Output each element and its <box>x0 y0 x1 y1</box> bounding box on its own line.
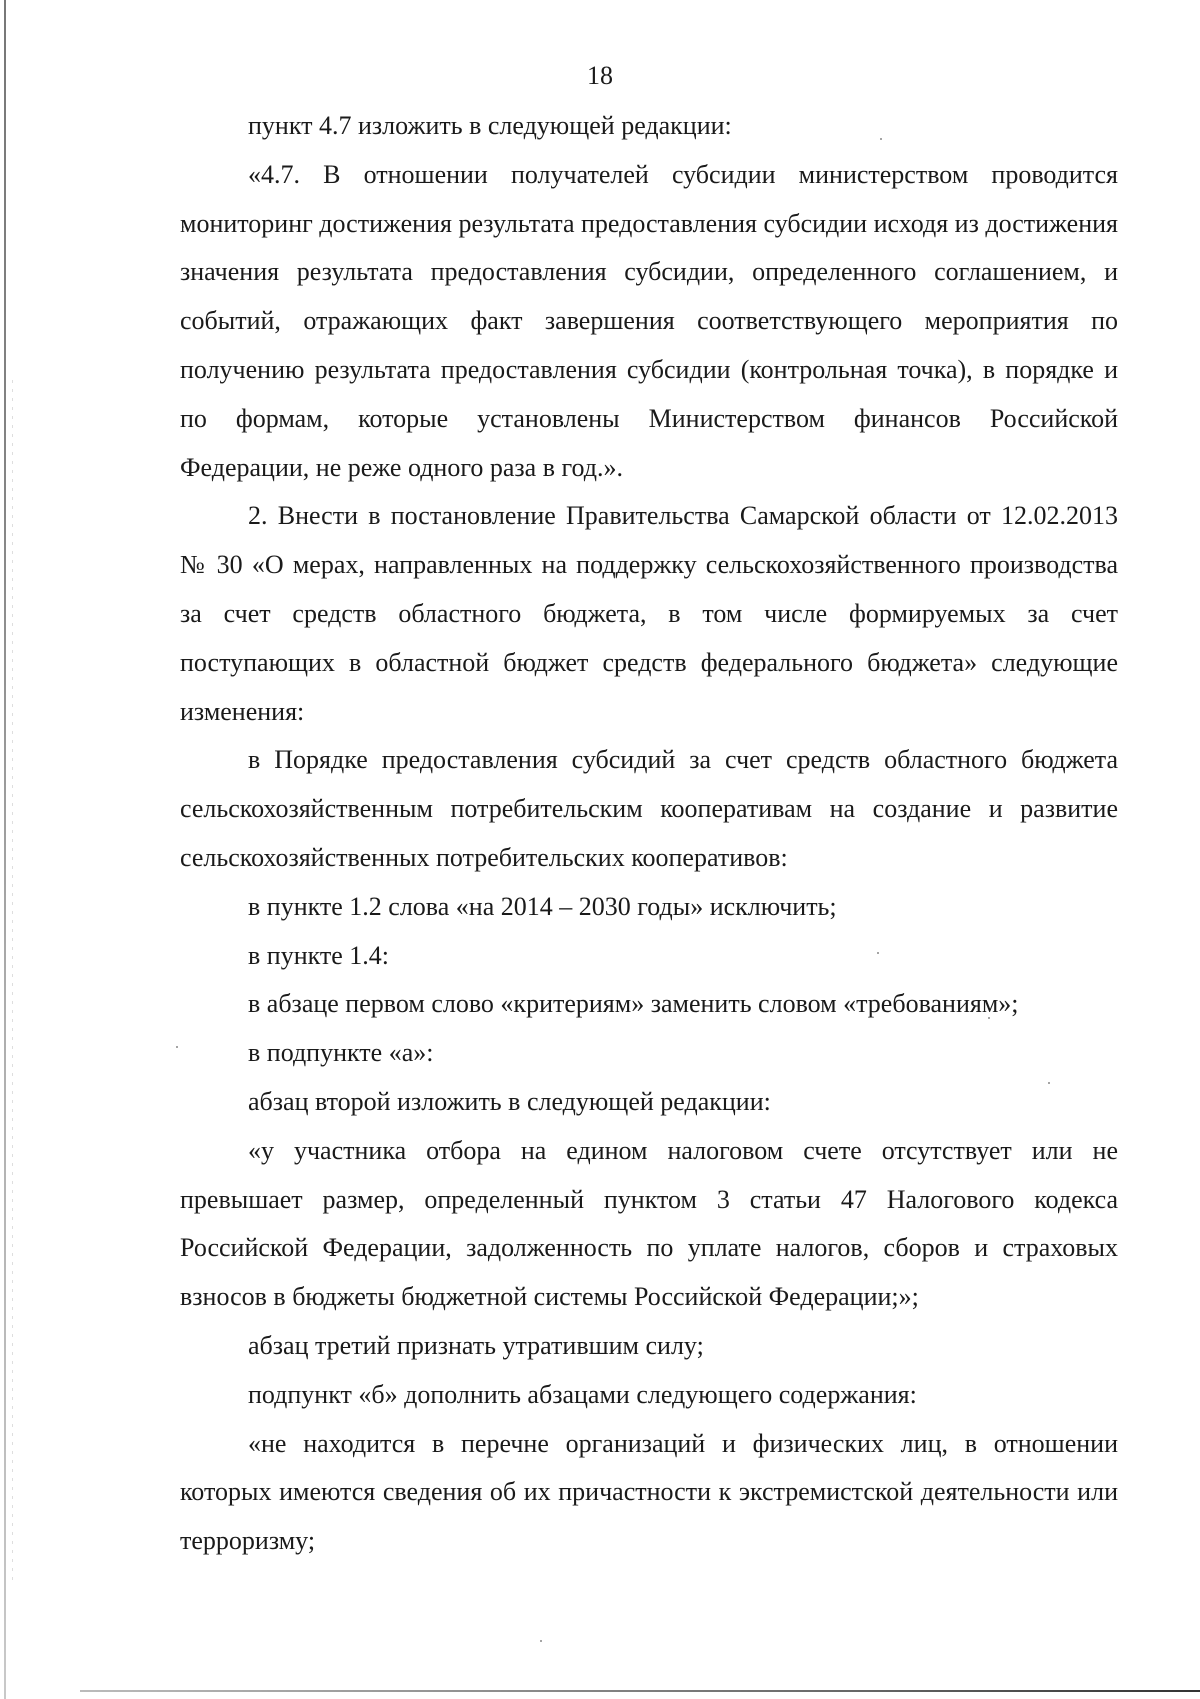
paragraph: абзац второй изложить в следующей редакции: <box>248 1086 771 1116</box>
scan-bottom-edge <box>80 1690 1200 1692</box>
paragraph: пункт 4.7 изложить в следующей редакции: <box>248 111 732 140</box>
paragraph: 2. Внести в постановление Правительства Самарской области от 12.02.2013 № 30 «О мерах, направленных на поддержку сельскохозяйственного производства за счет средств областного бюджета, в том числе формируемых за счет поступающих в областной бюджет средств федерального бюджета» следующие изменения: <box>180 501 1118 726</box>
paragraph: в Порядке предоставления субсидий за счет средств областного бюджета сельскохозяйственным потребительским кооперативам на создание и развитие сельскохозяйственных потребительских кооперативов: <box>180 745 1118 872</box>
document-body <box>180 102 1118 1566</box>
scan-speck <box>176 1046 178 1048</box>
page-number: 18 <box>587 61 613 90</box>
paragraph: в абзаце первом слово «критериям» заменить словом «требованиям»; <box>248 989 1019 1019</box>
scan-left-shadow <box>12 380 13 1580</box>
paragraph: «у участника отбора на едином налоговом счете отсутствует или не превышает размер, определенный пунктом 3 статьи 47 Налогового кодекса Российской Федерации, задолженность по уплате налогов, сборов и страховых взносов в бюджеты бюджетной системы Российской Федерации;»; <box>180 1135 1118 1312</box>
paragraph: в пункте 1.4: <box>248 940 390 970</box>
paragraph: в подпункте «а»: <box>248 1038 434 1068</box>
paragraph: в пункте 1.2 слова «на 2014 – 2030 годы» исключить; <box>248 891 837 921</box>
paragraph: «не находится в перечне организаций и физических лиц, в отношении которых имеются сведения об их причастности к экстремистской деятельности или терроризму; <box>180 1428 1118 1556</box>
scan-left-edge <box>4 0 6 1699</box>
paragraph: абзац третий признать утратившим силу; <box>248 1330 704 1360</box>
paragraph: подпункт «б» дополнить абзацами следующего содержания: <box>248 1379 917 1409</box>
scan-speck <box>540 1640 542 1642</box>
paragraph: «4.7. В отношении получателей субсидии министерством проводится мониторинг достижения результата предоставления субсидии исходя из достижения значения результата предоставления субсидии, определенного соглашением, и событий, отражающих факт завершения соответствующего мероприятия по получению результата предоставления субсидии (контрольная точка), в порядке и по формам, которые установлены Министерством финансов Российской Федерации, не реже одного раза в год.». <box>180 159 1118 482</box>
